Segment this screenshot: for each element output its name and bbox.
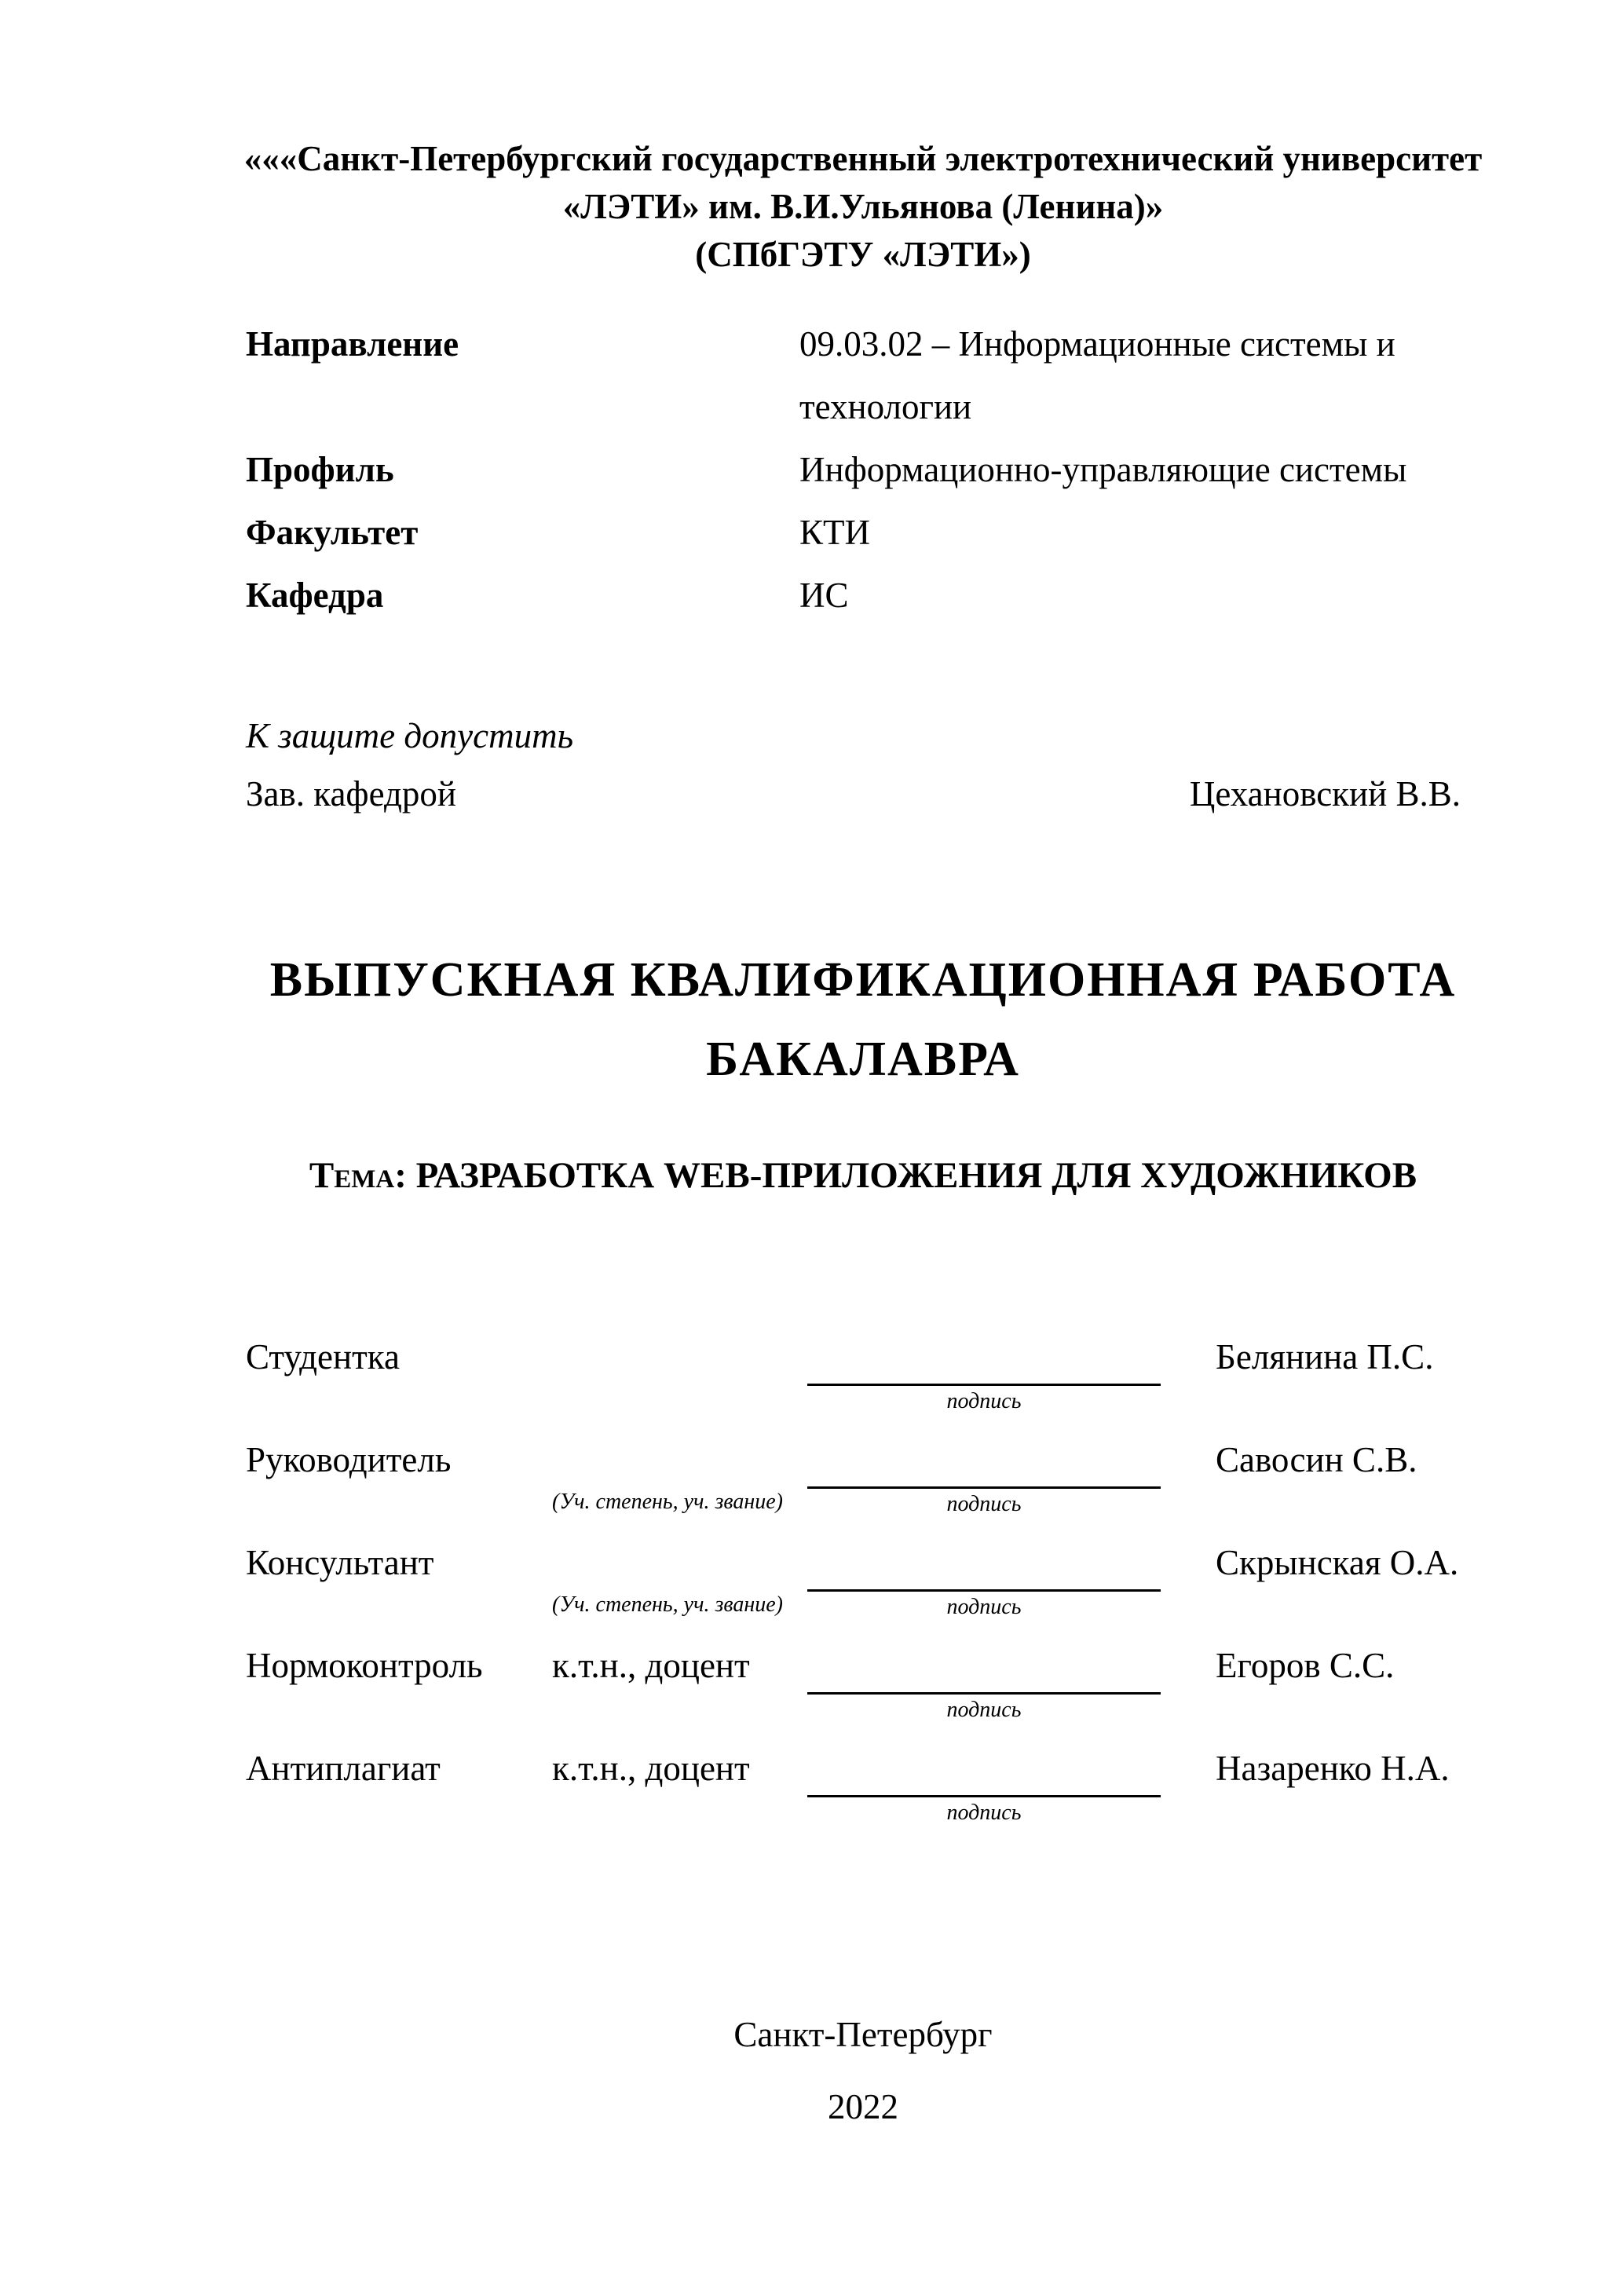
signer-name: Скрынская О.А.	[1216, 1543, 1459, 1582]
university-name-line-3: (СПбГЭТУ «ЛЭТИ»)	[695, 235, 1031, 274]
signature-line	[807, 1692, 1161, 1695]
role-label: Нормоконтроль	[246, 1646, 483, 1685]
role-label: Руководитель	[246, 1440, 452, 1479]
signature-row-supervisor	[246, 1435, 1461, 1537]
degree-caption: (Уч. степень, уч. звание)	[552, 1490, 783, 1514]
signature-caption: подпись	[946, 1595, 1022, 1619]
signer-name: Белянина П.С.	[1216, 1337, 1434, 1377]
department-label: Кафедра	[246, 576, 384, 615]
role-label: Консультант	[246, 1543, 434, 1582]
admission-note: К защите допустить	[246, 716, 574, 755]
program-info	[246, 313, 1461, 627]
direction-label: Направление	[246, 324, 459, 364]
department-head-line	[246, 765, 1461, 823]
footer-city: Санкт-Петербург	[733, 2015, 993, 2054]
signature-caption: подпись	[946, 1801, 1022, 1825]
signature-rows	[246, 1332, 1461, 1846]
signer-name: Савосин С.В.	[1216, 1440, 1417, 1479]
thesis-title-line-1: ВЫПУСКНАЯ КВАЛИФИКАЦИОННАЯ РАБОТА	[269, 953, 1457, 1007]
role-label: Студентка	[246, 1337, 400, 1377]
signature-line	[807, 1486, 1161, 1489]
faculty-value: КТИ	[799, 513, 870, 552]
footer-year: 2022	[828, 2087, 898, 2126]
signature-caption: подпись	[946, 1492, 1022, 1516]
profile-value: Информационно-управляющие системы	[799, 450, 1407, 489]
role-label: Антиплагиат	[246, 1749, 441, 1788]
thesis-title-line-2: БАКАЛАВРА	[706, 1033, 1020, 1086]
signature-caption: подпись	[946, 1389, 1022, 1413]
signature-line	[807, 1384, 1161, 1386]
signature-row-antiplagiarism	[246, 1743, 1461, 1846]
qualification-text: к.т.н., доцент	[552, 1749, 750, 1788]
qualification-text: к.т.н., доцент	[552, 1646, 750, 1685]
thesis-title	[243, 941, 1483, 1099]
signature-row-consultant	[246, 1537, 1461, 1640]
department-head-label: Зав. кафедрой	[246, 774, 456, 813]
info-row-department	[246, 564, 1461, 627]
signature-row-norm-control	[246, 1640, 1461, 1743]
signature-line	[807, 1589, 1161, 1592]
direction-value: 09.03.02 – Информационные системы и технологии	[799, 324, 1395, 426]
degree-caption: (Уч. степень, уч. звание)	[552, 1592, 783, 1617]
faculty-label: Факультет	[246, 513, 419, 552]
signature-caption: подпись	[946, 1698, 1022, 1722]
profile-label: Профиль	[246, 450, 394, 489]
info-row-direction	[246, 313, 1461, 438]
theme-label: Тема:	[309, 1155, 407, 1196]
university-name-line-1: «««Санкт-Петербургский государственный электротехнический университет	[243, 139, 1483, 178]
university-name-line-2: «ЛЭТИ» им. В.И.Ульянова (Ленина)»	[562, 187, 1164, 226]
department-value: ИС	[799, 576, 849, 615]
thesis-theme	[243, 1148, 1483, 1203]
department-head-name: Цехановский В.В.	[1189, 774, 1461, 813]
info-row-profile	[246, 438, 1461, 501]
signature-line	[807, 1795, 1161, 1797]
theme-text: РАЗРАБОТКА WEB-ПРИЛОЖЕНИЯ ДЛЯ ХУДОЖНИКОВ	[415, 1155, 1417, 1196]
admission-block	[246, 707, 1461, 823]
info-row-faculty	[246, 501, 1461, 564]
signer-name: Назаренко Н.А.	[1216, 1749, 1450, 1788]
signer-name: Егоров С.С.	[1216, 1646, 1395, 1685]
signature-row-student	[246, 1332, 1461, 1435]
university-header	[243, 135, 1483, 279]
footer	[243, 1998, 1483, 2143]
